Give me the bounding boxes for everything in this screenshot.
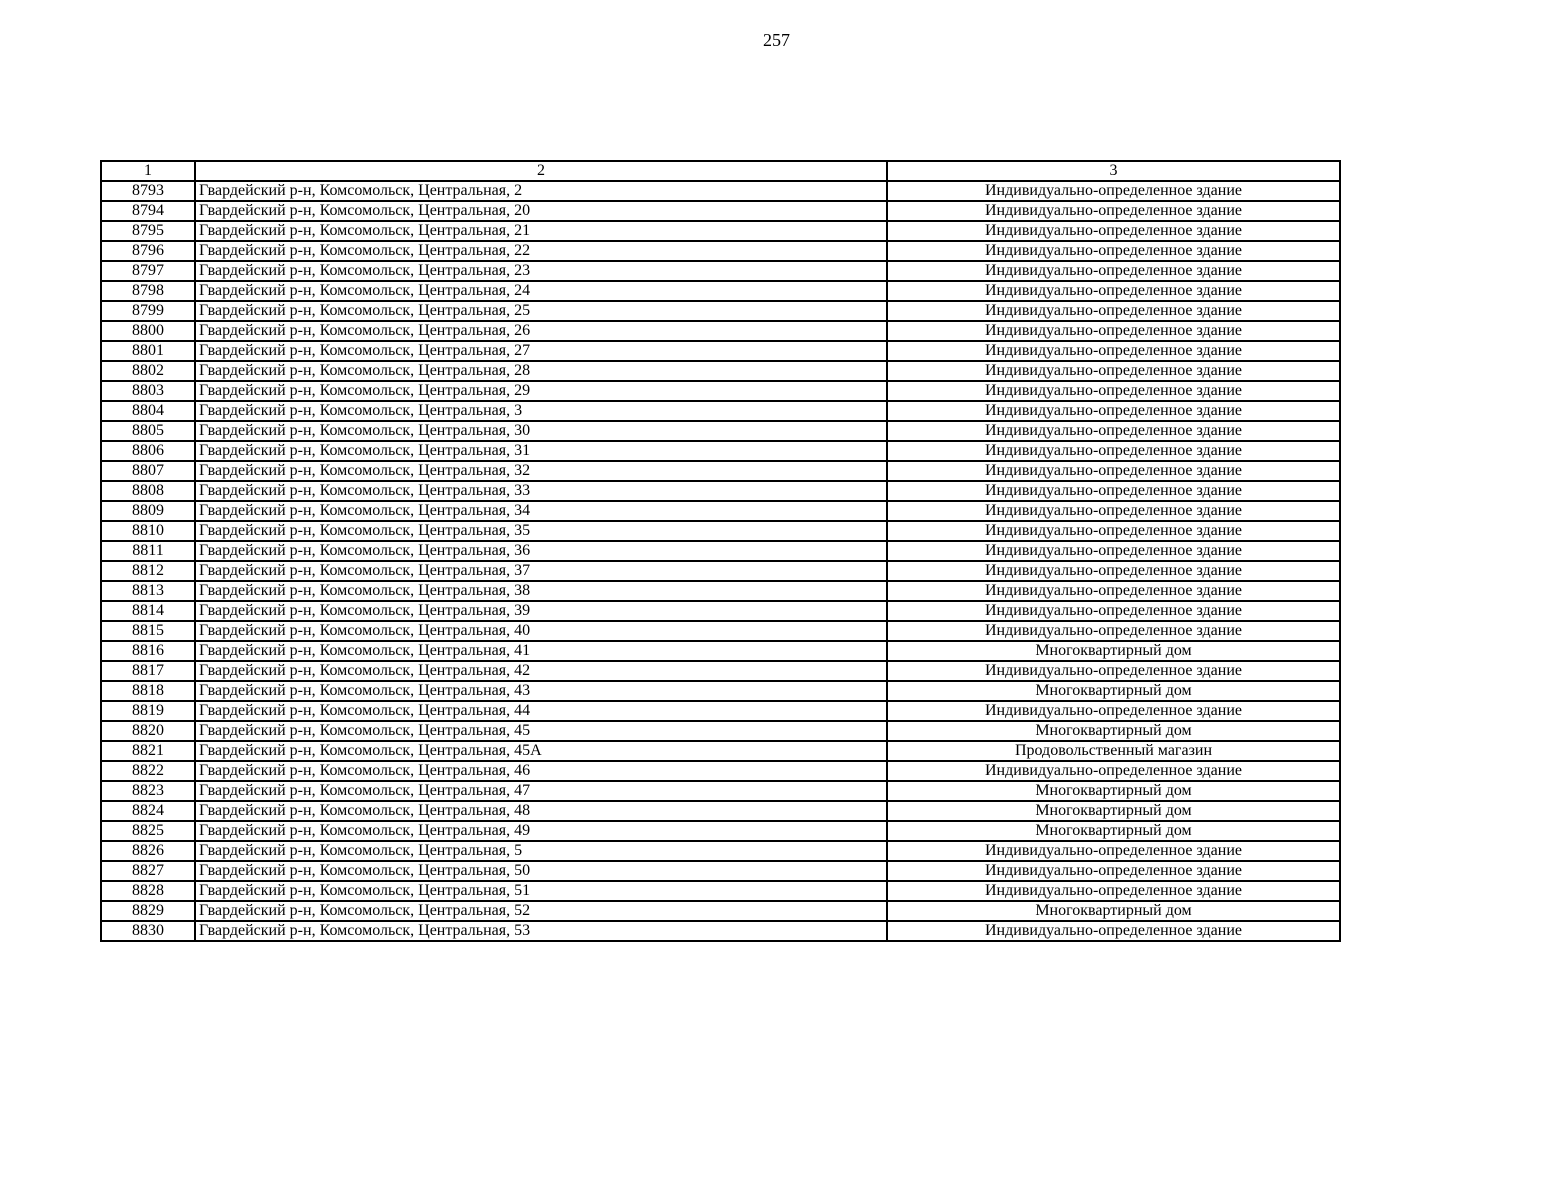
row-number-cell: 8804 [101,401,195,421]
row-number-cell: 8812 [101,561,195,581]
object-type-cell: Индивидуально-определенное здание [887,221,1340,241]
object-type-cell: Индивидуально-определенное здание [887,561,1340,581]
row-number-cell: 8808 [101,481,195,501]
table-row [101,301,1340,321]
table-row [101,581,1340,601]
row-number-cell: 8823 [101,781,195,801]
address-cell: Гвардейский р-н, Комсомольск, Центральная, 35 [195,521,887,541]
row-number-cell: 8805 [101,421,195,441]
object-type-cell: Индивидуально-определенное здание [887,581,1340,601]
table-row [101,701,1340,721]
address-cell: Гвардейский р-н, Комсомольск, Центральная, 29 [195,381,887,401]
address-cell: Гвардейский р-н, Комсомольск, Центральная, 5 [195,841,887,861]
object-type-cell: Многоквартирный дом [887,721,1340,741]
address-cell: Гвардейский р-н, Комсомольск, Центральная, 24 [195,281,887,301]
object-type-cell: Индивидуально-определенное здание [887,541,1340,561]
row-number-cell: 8799 [101,301,195,321]
address-cell: Гвардейский р-н, Комсомольск, Центральная, 45А [195,741,887,761]
object-type-cell: Индивидуально-определенное здание [887,861,1340,881]
row-number-cell: 8827 [101,861,195,881]
address-cell: Гвардейский р-н, Комсомольск, Центральная, 28 [195,361,887,381]
column-header-3: 3 [887,161,1340,181]
row-number-cell: 8795 [101,221,195,241]
table-row [101,201,1340,221]
row-number-cell: 8800 [101,321,195,341]
table-row [101,241,1340,261]
object-type-cell: Индивидуально-определенное здание [887,401,1340,421]
row-number-cell: 8811 [101,541,195,561]
table-body [101,181,1340,941]
address-cell: Гвардейский р-н, Комсомольск, Центральная, 48 [195,801,887,821]
column-header-1: 1 [101,161,195,181]
object-type-cell: Индивидуально-определенное здание [887,501,1340,521]
table-row [101,501,1340,521]
table-row [101,781,1340,801]
address-cell: Гвардейский р-н, Комсомольск, Центральная, 43 [195,681,887,701]
address-cell: Гвардейский р-н, Комсомольск, Центральная, 47 [195,781,887,801]
row-number-cell: 8802 [101,361,195,381]
row-number-cell: 8828 [101,881,195,901]
column-header-2: 2 [195,161,887,181]
object-type-cell: Индивидуально-определенное здание [887,301,1340,321]
table-row [101,421,1340,441]
object-type-cell: Многоквартирный дом [887,801,1340,821]
row-number-cell: 8806 [101,441,195,461]
address-cell: Гвардейский р-н, Комсомольск, Центральная, 23 [195,261,887,281]
property-table [100,160,1341,942]
object-type-cell: Индивидуально-определенное здание [887,481,1340,501]
table-row [101,921,1340,941]
table-row [101,481,1340,501]
object-type-cell: Индивидуально-определенное здание [887,841,1340,861]
row-number-cell: 8815 [101,621,195,641]
table-row [101,821,1340,841]
address-cell: Гвардейский р-н, Комсомольск, Центральная, 39 [195,601,887,621]
table-row [101,261,1340,281]
address-cell: Гвардейский р-н, Комсомольск, Центральная, 38 [195,581,887,601]
address-cell: Гвардейский р-н, Комсомольск, Центральная, 46 [195,761,887,781]
row-number-cell: 8803 [101,381,195,401]
page-number: 257 [763,30,790,50]
object-type-cell: Индивидуально-определенное здание [887,621,1340,641]
address-cell: Гвардейский р-н, Комсомольск, Центральная, 21 [195,221,887,241]
address-cell: Гвардейский р-н, Комсомольск, Центральная, 51 [195,881,887,901]
object-type-cell: Индивидуально-определенное здание [887,321,1340,341]
address-cell: Гвардейский р-н, Комсомольск, Центральная, 2 [195,181,887,201]
address-cell: Гвардейский р-н, Комсомольск, Центральная, 40 [195,621,887,641]
object-type-cell: Многоквартирный дом [887,901,1340,921]
row-number-cell: 8816 [101,641,195,661]
table-row [101,601,1340,621]
object-type-cell: Многоквартирный дом [887,681,1340,701]
table-row [101,321,1340,341]
row-number-cell: 8810 [101,521,195,541]
address-cell: Гвардейский р-н, Комсомольск, Центральная, 36 [195,541,887,561]
row-number-cell: 8797 [101,261,195,281]
table-row [101,801,1340,821]
row-number-cell: 8801 [101,341,195,361]
row-number-cell: 8820 [101,721,195,741]
table-row [101,361,1340,381]
row-number-cell: 8829 [101,901,195,921]
address-cell: Гвардейский р-н, Комсомольск, Центральная, 26 [195,321,887,341]
table-row [101,841,1340,861]
row-number-cell: 8796 [101,241,195,261]
table-row [101,521,1340,541]
object-type-cell: Индивидуально-определенное здание [887,421,1340,441]
object-type-cell: Индивидуально-определенное здание [887,521,1340,541]
address-cell: Гвардейский р-н, Комсомольск, Центральная, 49 [195,821,887,841]
object-type-cell: Индивидуально-определенное здание [887,341,1340,361]
row-number-cell: 8807 [101,461,195,481]
row-number-cell: 8822 [101,761,195,781]
object-type-cell: Индивидуально-определенное здание [887,381,1340,401]
table-row [101,641,1340,661]
object-type-cell: Индивидуально-определенное здание [887,361,1340,381]
row-number-cell: 8825 [101,821,195,841]
row-number-cell: 8819 [101,701,195,721]
object-type-cell: Индивидуально-определенное здание [887,181,1340,201]
address-cell: Гвардейский р-н, Комсомольск, Центральная, 41 [195,641,887,661]
table-row [101,621,1340,641]
row-number-cell: 8794 [101,201,195,221]
address-cell: Гвардейский р-н, Комсомольск, Центральная, 42 [195,661,887,681]
table-row [101,461,1340,481]
address-cell: Гвардейский р-н, Комсомольск, Центральная, 44 [195,701,887,721]
object-type-cell: Индивидуально-определенное здание [887,261,1340,281]
table-row [101,181,1340,201]
address-cell: Гвардейский р-н, Комсомольск, Центральная, 33 [195,481,887,501]
row-number-cell: 8814 [101,601,195,621]
row-number-cell: 8813 [101,581,195,601]
object-type-cell: Индивидуально-определенное здание [887,241,1340,261]
address-cell: Гвардейский р-н, Комсомольск, Центральная, 32 [195,461,887,481]
address-cell: Гвардейский р-н, Комсомольск, Центральная, 53 [195,921,887,941]
object-type-cell: Индивидуально-определенное здание [887,921,1340,941]
table-row [101,681,1340,701]
table-row [101,901,1340,921]
object-type-cell: Продовольственный магазин [887,741,1340,761]
address-cell: Гвардейский р-н, Комсомольск, Центральная, 22 [195,241,887,261]
row-number-cell: 8826 [101,841,195,861]
table-row [101,401,1340,421]
table-row [101,881,1340,901]
address-cell: Гвардейский р-н, Комсомольск, Центральная, 52 [195,901,887,921]
table-row [101,341,1340,361]
address-cell: Гвардейский р-н, Комсомольск, Центральная, 31 [195,441,887,461]
object-type-cell: Индивидуально-определенное здание [887,761,1340,781]
object-type-cell: Индивидуально-определенное здание [887,281,1340,301]
object-type-cell: Индивидуально-определенное здание [887,881,1340,901]
row-number-cell: 8809 [101,501,195,521]
object-type-cell: Многоквартирный дом [887,641,1340,661]
header-row [101,161,1340,181]
table-row [101,861,1340,881]
address-cell: Гвардейский р-н, Комсомольск, Центральная, 3 [195,401,887,421]
table-row [101,441,1340,461]
row-number-cell: 8817 [101,661,195,681]
object-type-cell: Индивидуально-определенное здание [887,201,1340,221]
address-cell: Гвардейский р-н, Комсомольск, Центральная, 34 [195,501,887,521]
table-row [101,221,1340,241]
address-cell: Гвардейский р-н, Комсомольск, Центральная, 27 [195,341,887,361]
table-row [101,561,1340,581]
table-header [101,161,1340,181]
address-cell: Гвардейский р-н, Комсомольск, Центральная, 50 [195,861,887,881]
object-type-cell: Индивидуально-определенное здание [887,601,1340,621]
object-type-cell: Индивидуально-определенное здание [887,441,1340,461]
table-row [101,721,1340,741]
table-row [101,661,1340,681]
object-type-cell: Многоквартирный дом [887,821,1340,841]
table-row [101,281,1340,301]
object-type-cell: Многоквартирный дом [887,781,1340,801]
row-number-cell: 8798 [101,281,195,301]
table-row [101,741,1340,761]
table-row [101,381,1340,401]
address-cell: Гвардейский р-н, Комсомольск, Центральная, 37 [195,561,887,581]
row-number-cell: 8830 [101,921,195,941]
object-type-cell: Индивидуально-определенное здание [887,661,1340,681]
address-cell: Гвардейский р-н, Комсомольск, Центральная, 45 [195,721,887,741]
row-number-cell: 8824 [101,801,195,821]
address-cell: Гвардейский р-н, Комсомольск, Центральная, 25 [195,301,887,321]
table-row [101,761,1340,781]
address-cell: Гвардейский р-н, Комсомольск, Центральная, 30 [195,421,887,441]
table-row [101,541,1340,561]
row-number-cell: 8818 [101,681,195,701]
address-cell: Гвардейский р-н, Комсомольск, Центральная, 20 [195,201,887,221]
object-type-cell: Индивидуально-определенное здание [887,701,1340,721]
row-number-cell: 8821 [101,741,195,761]
row-number-cell: 8793 [101,181,195,201]
object-type-cell: Индивидуально-определенное здание [887,461,1340,481]
